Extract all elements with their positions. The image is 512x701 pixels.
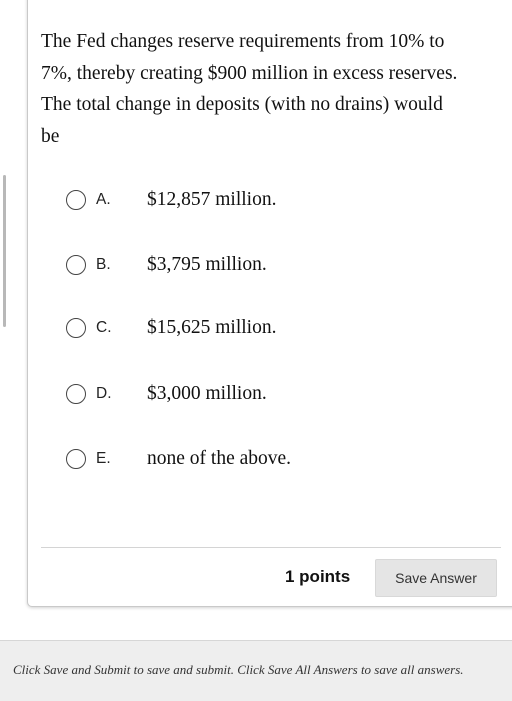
option-d[interactable] — [66, 382, 486, 414]
radio-button-b[interactable] — [66, 255, 86, 275]
divider — [41, 547, 501, 548]
option-letter: D. — [96, 385, 112, 402]
question-text: The Fed changes reserve requirements from 10% to 7%, thereby creating $900 million in excess reserves. The total change in deposits (with no drains) would be — [41, 31, 458, 147]
option-e[interactable] — [66, 447, 486, 479]
option-text: $3,000 million. — [147, 383, 267, 404]
option-b[interactable] — [66, 253, 486, 285]
option-letter: C. — [96, 319, 112, 336]
option-text: $3,795 million. — [147, 254, 267, 275]
option-text: none of the above. — [147, 448, 292, 469]
option-letter: E. — [96, 450, 111, 467]
footer-bar — [0, 640, 512, 701]
points-label: 1 points — [285, 567, 351, 586]
option-letter: B. — [96, 256, 111, 273]
option-text: $15,625 million. — [147, 317, 277, 338]
scrollbar[interactable] — [3, 175, 6, 327]
option-c[interactable] — [66, 316, 486, 348]
radio-button-c[interactable] — [66, 318, 86, 338]
footer-instructions: Click Save and Submit to save and submit. Click Save All Answers to save all answers. — [13, 662, 464, 677]
option-letter: A. — [96, 191, 111, 208]
option-a[interactable] — [66, 188, 486, 220]
save-answer-button[interactable]: Save Answer — [375, 559, 497, 597]
radio-button-e[interactable] — [66, 449, 86, 469]
radio-button-a[interactable] — [66, 190, 86, 210]
radio-button-d[interactable] — [66, 384, 86, 404]
option-text: $12,857 million. — [147, 189, 277, 210]
